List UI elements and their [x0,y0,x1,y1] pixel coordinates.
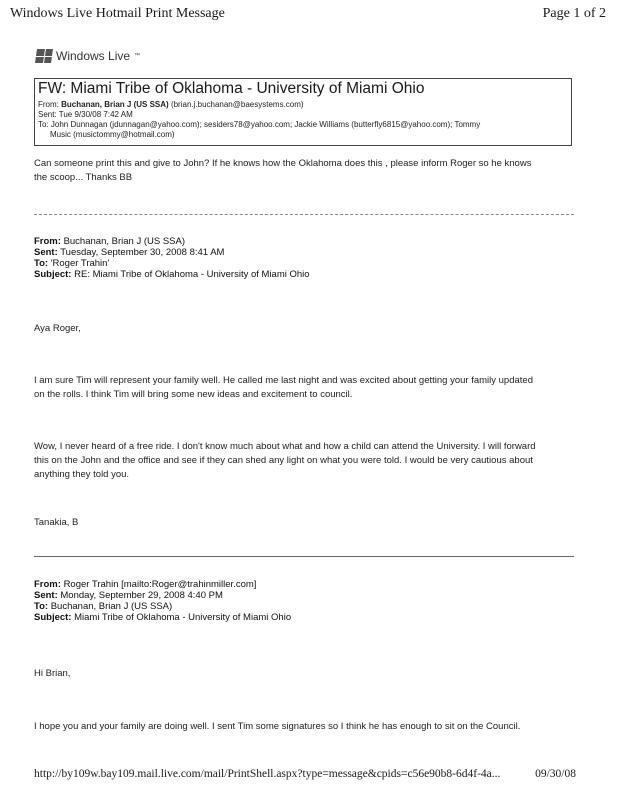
reply-divider [34,556,574,557]
reply1-signoff: Tanakia, B [34,517,79,528]
sent-label: Sent: [34,247,58,258]
windows-flag-icon [35,49,53,63]
reply1-paragraph [34,374,533,402]
reply1-paragraph [34,440,536,482]
to-value: 'Roger Trahin' [50,258,110,269]
reply2-header [34,579,291,623]
paragraph-line: I am sure Tim will represent your family well. He called me last night and was excited about getting your family updated [34,375,533,386]
subject-value: RE: Miami Tribe of Oklahoma - University of Miami Ohio [74,269,310,280]
reply1-header [34,236,310,280]
print-title: Windows Live Hotmail Print Message [10,6,225,21]
subject-label: Subject: [34,612,72,623]
sent-value: Monday, September 29, 2008 4:40 PM [60,590,223,601]
sent-value: Tue 9/30/08 7:42 AM [58,110,133,119]
page-number: Page 1 of 2 [542,6,606,21]
reply1-from [34,236,310,247]
email-sent [38,110,133,120]
reply2-paragraph: I hope you and your family are doing well. I sent Tim some signatures so I think he has enough to sit on the Council. [34,721,521,732]
reply1-to [34,258,310,269]
sent-value: Tuesday, September 30, 2008 8:41 AM [60,247,225,258]
to-value: John Dunnagan (jdunnagan@yahoo.com); sesiders78@yahoo.com; Jackie Williams (butterfly6815@yahoo.com); Tommy [50,120,481,129]
email-to [38,120,480,130]
sent-label: Sent: [38,110,57,119]
reply2-from [34,579,291,590]
message-divider [34,214,574,215]
from-label: From: [34,236,61,247]
reply2-to [34,601,291,612]
email-from [38,100,304,110]
reply2-subject [34,612,291,623]
paragraph-line: this on the John and the office and see if they can shed any light on what you were told. I would be very cautious about [34,455,533,466]
paragraph-line: Wow, I never heard of a free ride. I don't know much about what and how a child can attend the University. I will forward [34,441,536,452]
to-label: To: [38,120,49,129]
reply1-subject [34,269,310,280]
from-label: From: [34,579,61,590]
footer-url: http://by109w.bay109.mail.live.com/mail/PrintShell.aspx?type=message&cpids=c56e90b8-6d4f-4a... [34,768,501,780]
logo-trademark: ™ [134,53,141,59]
footer-date: 09/30/08 [535,768,576,780]
windows-live-logo [36,49,140,63]
paragraph-line: anything they told you. [34,469,130,480]
from-value: Buchanan, Brian J (US SSA) [63,236,186,247]
subject-value: Miami Tribe of Oklahoma - University of Miami Ohio [74,612,292,623]
from-value: Roger Trahin [mailto:Roger@trahinmiller.com] [63,579,257,590]
to-value: Buchanan, Brian J (US SSA) [50,601,173,612]
intro-line: the scoop... Thanks BB [34,172,133,183]
from-address: (brian.j.buchanan@baesystems.com) [170,100,304,109]
logo-text: Windows Live [56,49,131,63]
reply2-greeting: Hi Brian, [34,668,71,679]
from-label: From: [38,100,59,109]
to-label: To: [34,258,49,269]
subject-label: Subject: [34,269,72,280]
paragraph-line: on the rolls. I think Tim will bring some new ideas and excitement to council. [34,389,353,400]
reply1-greeting: Aya Roger, [34,323,81,334]
email-subject: FW: Miami Tribe of Oklahoma - University of Miami Ohio [38,80,425,97]
intro-line: Can someone print this and give to John? If he knows how the Oklahoma does this , please inform Roger so he knows [34,158,532,169]
reply1-sent [34,247,310,258]
intro-message [34,157,531,185]
sent-label: Sent: [34,590,58,601]
from-name: Buchanan, Brian J (US SSA) [61,100,169,109]
email-to-continued: Music (musictommy@hotmail.com) [50,130,175,139]
reply2-sent [34,590,291,601]
to-label: To: [34,601,49,612]
